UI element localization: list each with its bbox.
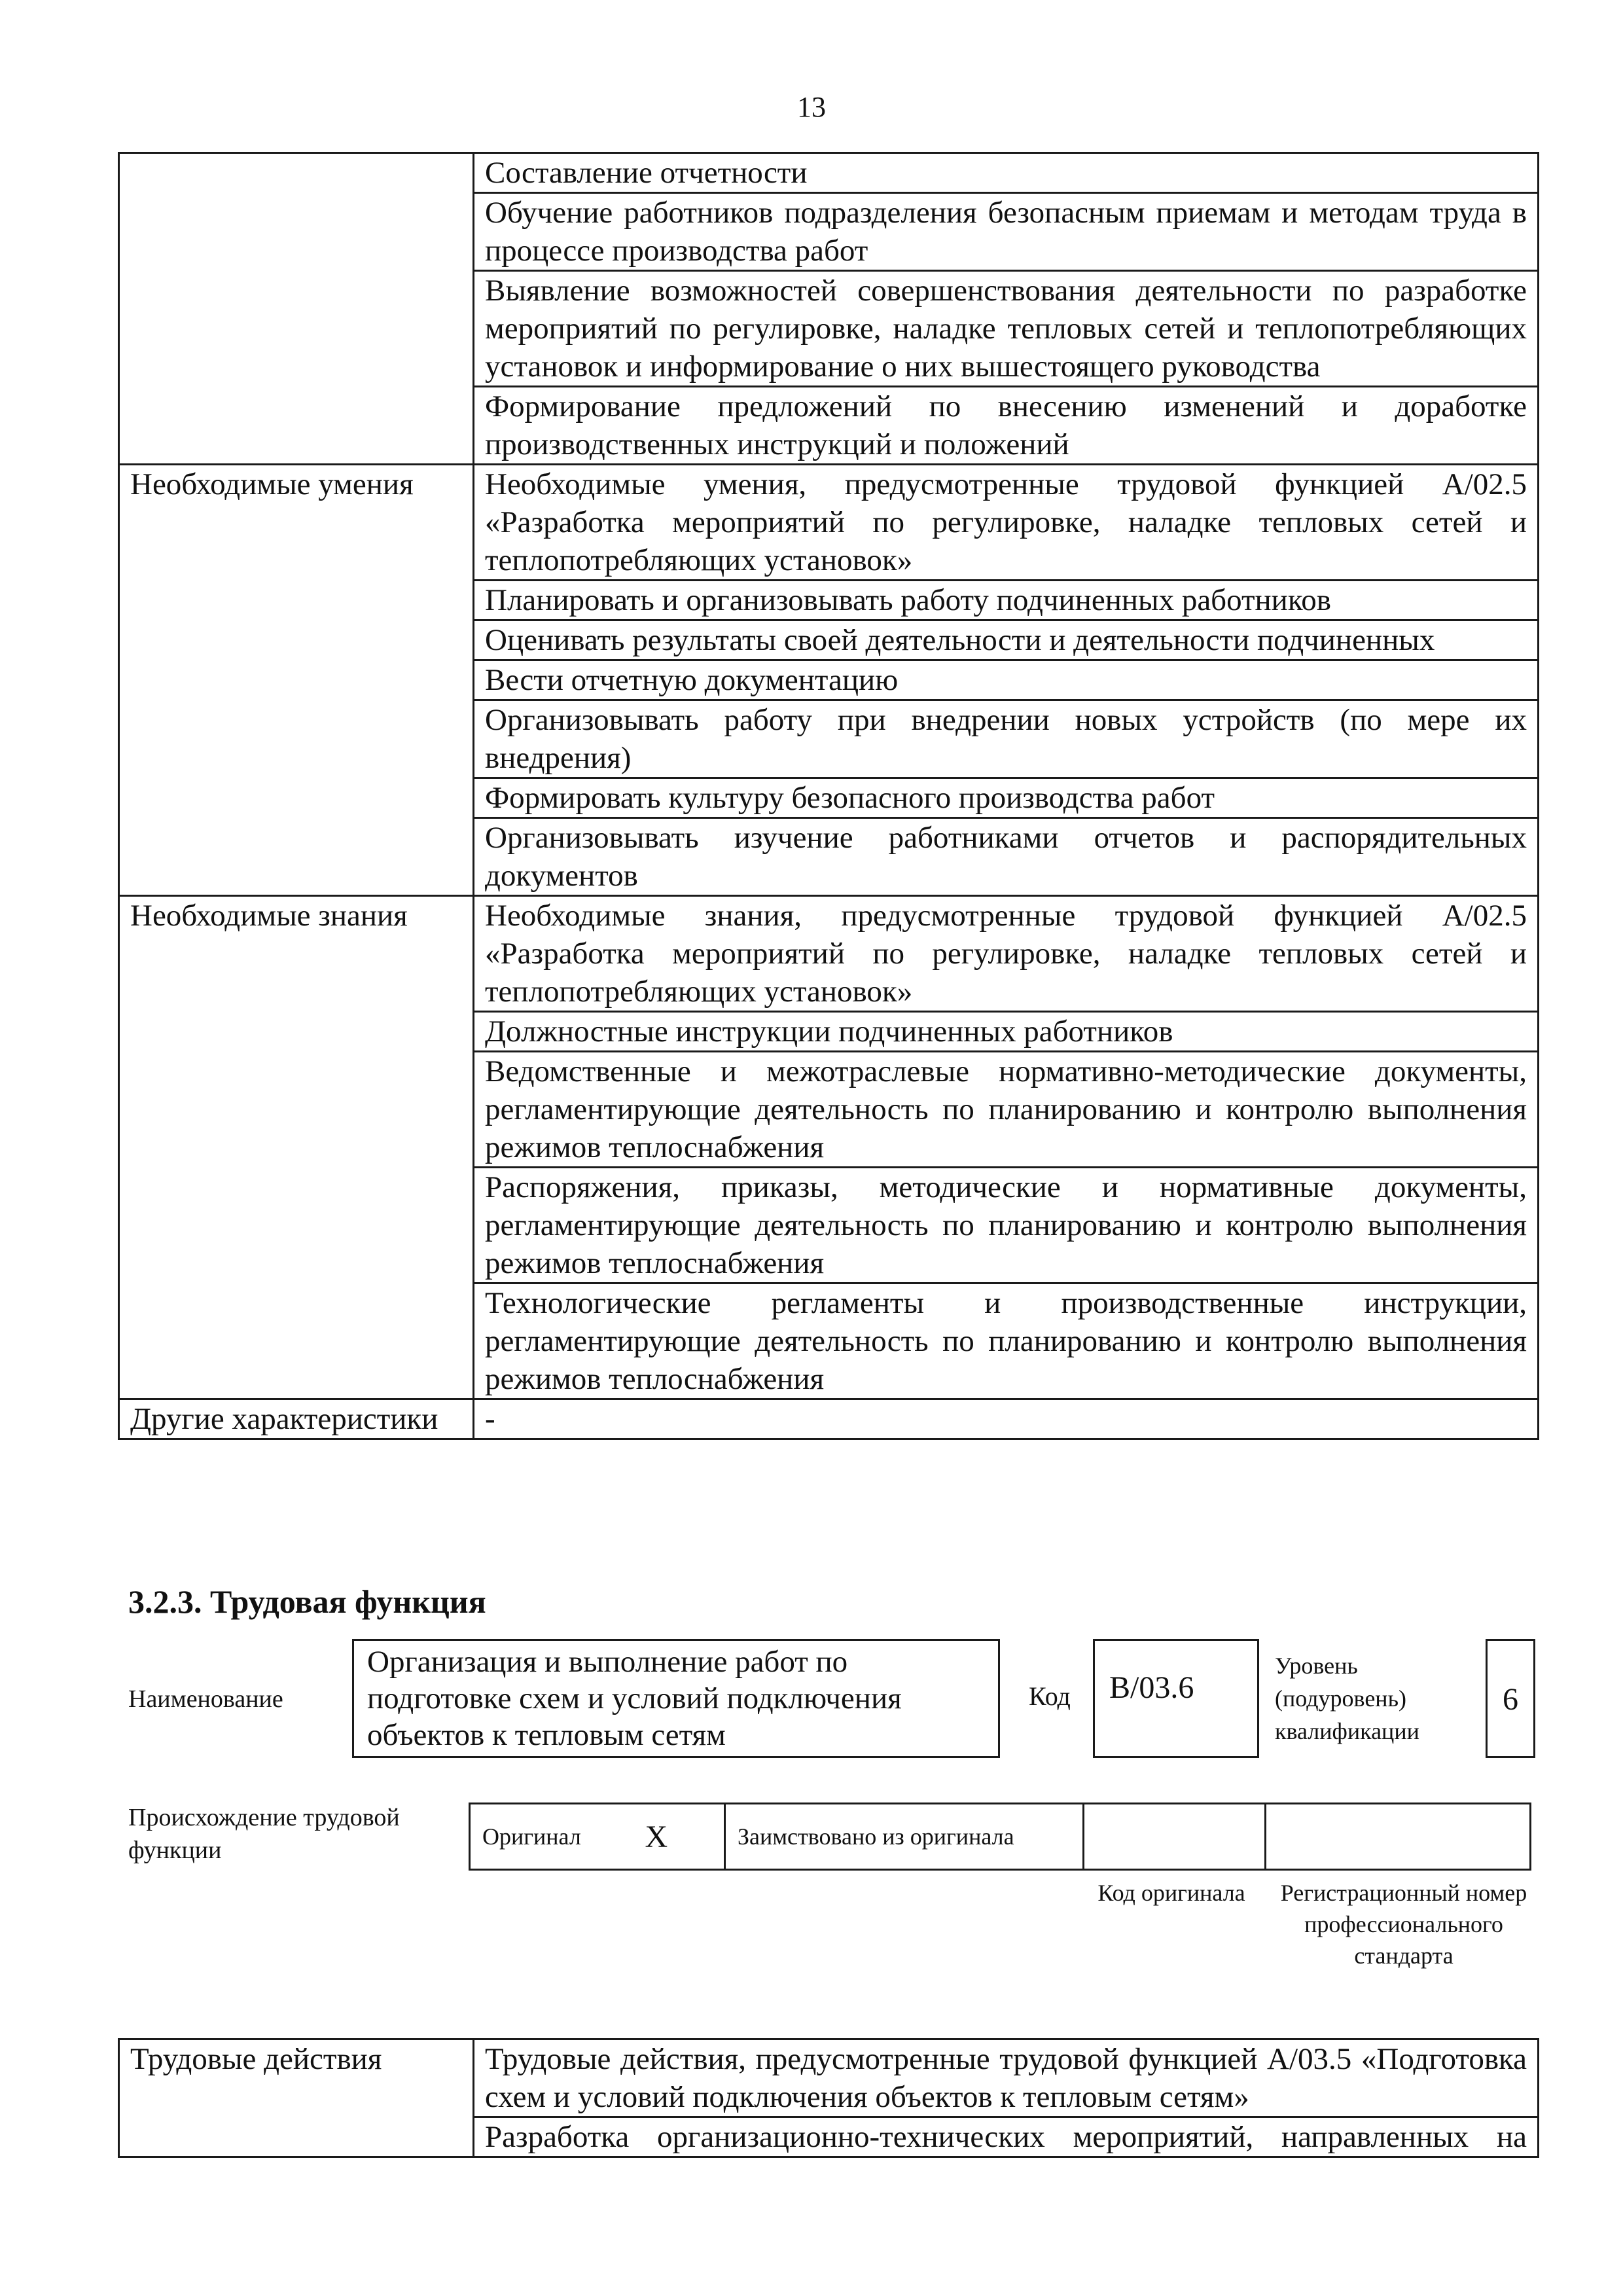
table-cell: Необходимые знания, предусмотренные трудовой функцией А/02.5 «Разработка мероприятий по регулировке, наладке тепловых сетей и теплопотребляющих установок»	[474, 896, 1539, 1012]
table-row	[119, 1399, 1539, 1439]
table-row	[119, 896, 1539, 1012]
table-cell: Разработка организационно-технических мероприятий, направленных на	[474, 2117, 1539, 2157]
original-mark: X	[633, 1804, 725, 1870]
table-cell: Оценивать результаты своей деятельности и деятельности подчиненных	[474, 620, 1539, 660]
table-row	[119, 153, 1539, 193]
function-name-box: Организация и выполнение работ по подготовке схем и условий подключения объектов к тепловым сетям	[352, 1639, 1000, 1758]
table-cell: Трудовые действия, предусмотренные трудовой функцией А/03.5 «Подготовка схем и условий подключения объектов к тепловым сетям»	[474, 2039, 1539, 2117]
table-row	[119, 2039, 1539, 2117]
qualification-level-label: Уровень (подуровень) квалификации	[1275, 1653, 1419, 1744]
actions-table	[118, 2038, 1539, 2158]
original-cell: Оригинал	[470, 1804, 633, 1870]
table-cell: Распоряжения, приказы, методические и нормативные документы, регламентирующие деятельность по планированию и контролю выполнения режимов теплоснабжения	[474, 1168, 1539, 1283]
table-cell: Планировать и организовывать работу подчиненных работников	[474, 581, 1539, 620]
table-cell: Организовывать работу при внедрении новых устройств (по мере их внедрения)	[474, 700, 1539, 778]
registration-number-cell	[1266, 1804, 1531, 1870]
borrowed-cell: Заимствовано из оригинала	[725, 1804, 1084, 1870]
table-cell: Выявление возможностей совершенствования деятельности по разработке мероприятий по регулировке, наладке тепловых сетей и теплопотребляющих установок и информирование о них вышестоящего руководства	[474, 271, 1539, 387]
original-code-cell	[1084, 1804, 1266, 1870]
row-label	[119, 153, 474, 465]
requirements-table	[118, 152, 1539, 1440]
origin-label: Происхождение трудовой функции	[128, 1804, 400, 1864]
table-cell: Вести отчетную документацию	[474, 660, 1539, 700]
page-number: 13	[797, 91, 826, 123]
table-cell: Ведомственные и межотраслевые нормативно-методические документы, регламентирующие деятельность по планированию и контролю выполнения режимов теплоснабжения	[474, 1052, 1539, 1168]
qualification-level-box: 6	[1486, 1639, 1535, 1758]
other-characteristics-label: Другие характеристики	[119, 1399, 474, 1439]
table-cell: Должностные инструкции подчиненных работников	[474, 1012, 1539, 1052]
table-cell: Формирование предложений по внесению изменений и доработке производственных инструкций и положений	[474, 387, 1539, 465]
origin-table	[469, 1803, 1531, 1871]
registration-caption: Регистрационный номер профессионального стандарта	[1280, 1880, 1527, 1969]
table-cell: Формировать культуру безопасного производства работ	[474, 778, 1539, 818]
table-cell: Необходимые умения, предусмотренные трудовой функцией А/02.5 «Разработка мероприятий по регулировке, наладке тепловых сетей и теплопотребляющих установок»	[474, 465, 1539, 581]
knowledge-label: Необходимые знания	[119, 896, 474, 1399]
actions-label: Трудовые действия	[119, 2039, 474, 2157]
table-cell: Технологические регламенты и производственные инструкции, регламентирующие деятельность по планированию и контролю выполнения режимов теплоснабжения	[474, 1283, 1539, 1399]
code-label: Код	[1029, 1681, 1071, 1711]
table-cell: Составление отчетности	[474, 153, 1539, 193]
name-label: Наименование	[128, 1685, 283, 1713]
function-code-box: В/03.6	[1093, 1639, 1259, 1758]
table-cell: -	[474, 1399, 1539, 1439]
table-row	[119, 465, 1539, 581]
table-cell: Организовывать изучение работниками отчетов и распорядительных документов	[474, 818, 1539, 896]
skills-label: Необходимые умения	[119, 465, 474, 896]
section-title: 3.2.3. Трудовая функция	[128, 1583, 486, 1620]
table-cell: Обучение работников подразделения безопасным приемам и методам труда в процессе производства работ	[474, 193, 1539, 271]
code-caption: Код оригинала	[1097, 1880, 1245, 1906]
